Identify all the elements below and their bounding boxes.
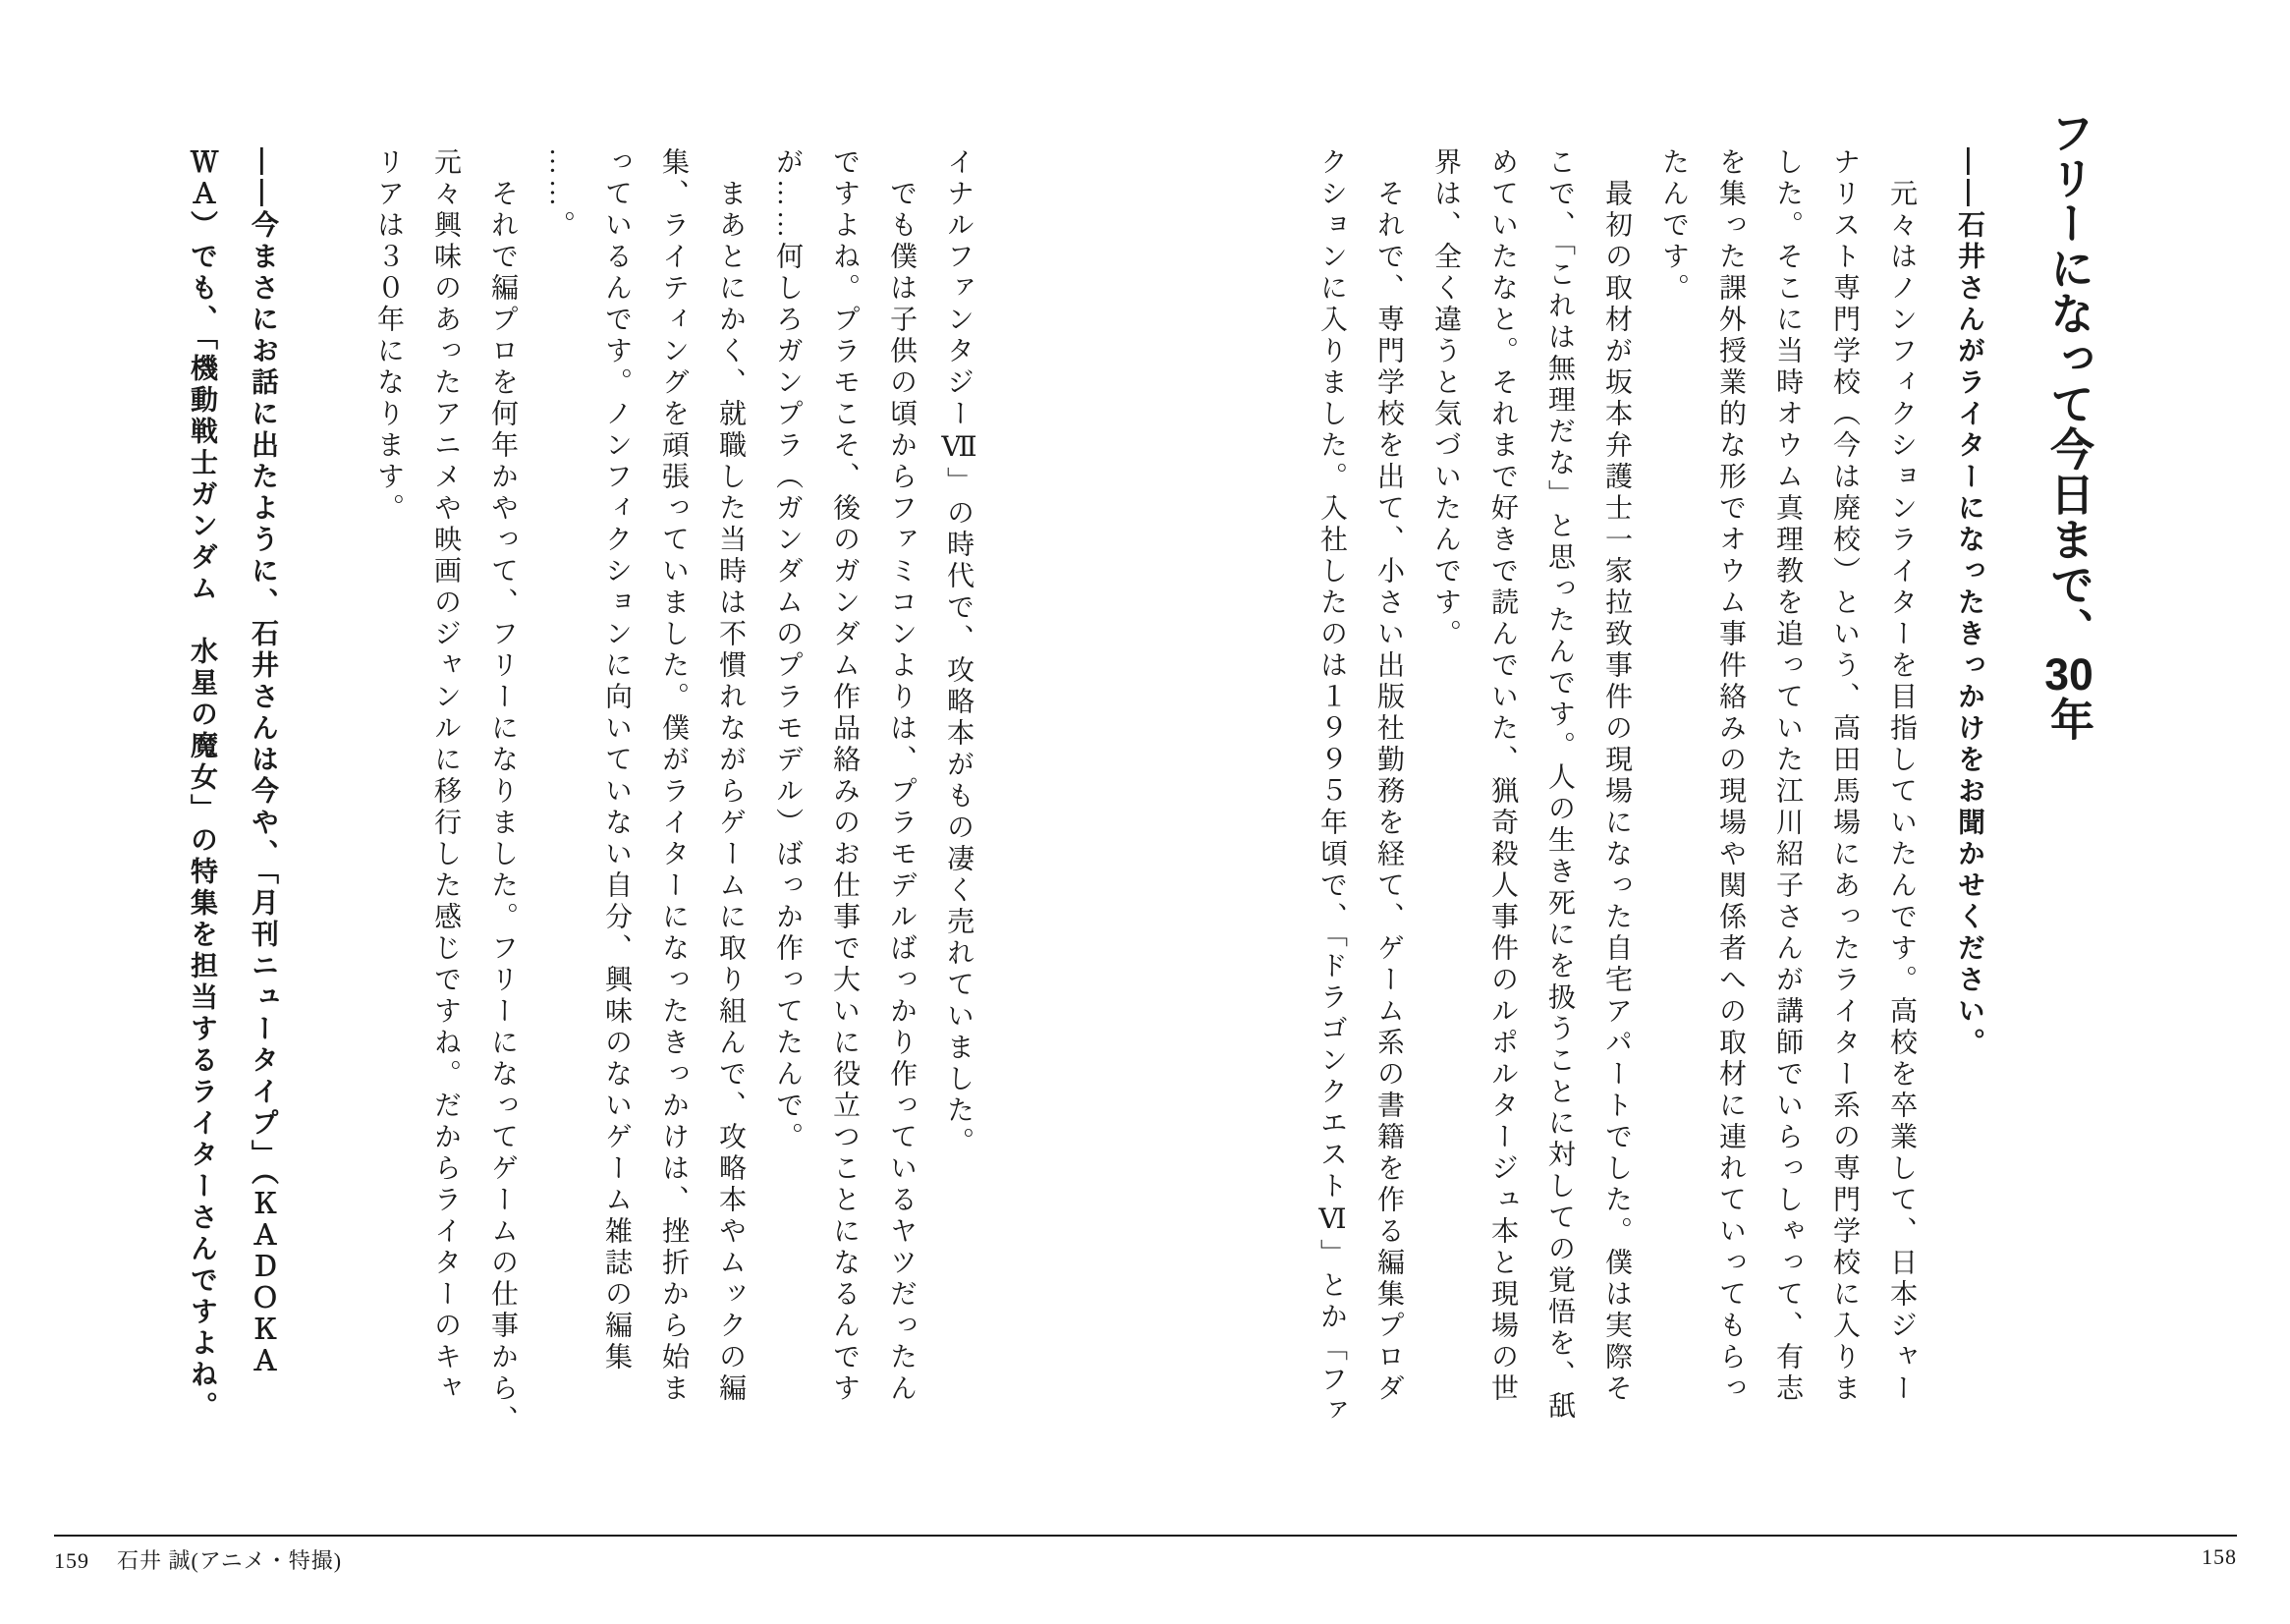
text-column-line: たんです。 <box>1658 147 1689 305</box>
interviewer-question-1 <box>1941 147 1998 1059</box>
text-column-line: っているんです。ノンフィクションに向いていない自分、興味のないゲーム雑誌の編集 <box>601 147 632 1373</box>
headline-tcy-number: 30 <box>2044 652 2094 697</box>
text-column-line: 界は、全く違うと気づいたんです。 <box>1430 147 1461 650</box>
text-column-line: まあとにかく、就職した当時は不慣れながらゲームに取り組んで、攻略本やムックの編 <box>715 147 746 1405</box>
text-column-line: が……何しろガンプラ（ガンダムのプラモデル）ばっか作ってたんで。 <box>772 147 803 1153</box>
page-number-left: 159 <box>54 1548 89 1573</box>
footer-left <box>54 1544 342 1575</box>
footer-rule <box>54 1535 2237 1537</box>
text-column-line: リアは３０年になります。 <box>373 147 404 525</box>
text-column-line: イナルファンタジーⅦ」の時代で、攻略本がもの凄く売れていました。 <box>943 147 974 1158</box>
text-column-line: を集った課外授業的な形でオウム事件絡みの現場や関係者への取材に連れていってもらっ <box>1715 147 1746 1405</box>
text-column-line: でも僕は子供の頃からファミコンよりは、プラモデルばっかり作っているヤツだったん <box>886 147 917 1405</box>
text-column-line: 元々興味のあったアニメや映画のジャンルに移行した感じですね。だからライターのキャ <box>430 147 461 1405</box>
headline <box>2031 110 2105 742</box>
text-column-line: めていたなと。それまで好きで読んでいた、猟奇殺人事件のルポルタージュ本と現場の世 <box>1487 147 1518 1405</box>
text-column-line: 最初の取材が坂本弁護士一家拉致事件の現場になった自宅アパートでした。僕は実際そ <box>1601 147 1632 1405</box>
text-column-line: それで、専門学校を出て、小さい出版社勤務を経て、ゲーム系の書籍を作る編集プロダ <box>1373 147 1404 1405</box>
text-column-line: 元々はノンフィクションライターを目指していたんです。高校を卒業して、日本ジャー <box>1886 147 1917 1405</box>
text-column-line: それで編プロを何年かやって、フリーになりました。フリーになってゲームの仕事から、 <box>487 147 518 1436</box>
footer-credit: 石井 誠(アニメ・特撮) <box>117 1548 343 1573</box>
interviewer-question-2 <box>172 147 294 1423</box>
text-column-line: こで、「これは無理だな」と思ったんです。人の生き死にを扱うことに対しての覚悟を、舐 <box>1544 147 1575 1423</box>
page-number-right: 158 <box>2202 1544 2237 1569</box>
headline-text: フリーになって今日まで、 <box>2043 110 2094 652</box>
footer-right <box>2202 1544 2237 1570</box>
text-column-line: ですよね。プラモこそ、後のガンダム作品絡みのお仕事で大いに役立つことになるんです <box>829 147 860 1405</box>
text-column-line: ――石井さんがライターになったきっかけをお聞かせください。 <box>1955 147 1985 1059</box>
text-column-line: ＷＡ）でも、「機動戦士ガンダム 水星の魔女」の特集を担当するライターさんですよね。 <box>188 147 218 1423</box>
text-column-line: クションに入りました。入社したのは１９９５年頃で、「ドラゴンクエストⅥ」とか「ファ <box>1316 147 1347 1428</box>
headline-text-suffix: 年 <box>2043 697 2094 742</box>
interview-answer-right-page <box>1303 147 1929 1428</box>
text-column-line: ――今まさにお話に出たように、石井さんは今や、「月刊ニュータイプ」（ＫＡＤＯＫＡ <box>249 147 279 1377</box>
text-column-line: 集、ライティングを頑張っていました。僕がライターになったきっかけは、挫折から始ま <box>658 147 689 1405</box>
text-column-line: ナリスト専門学校（今は廃校）という、高田馬場にあったライター系の専門学校に入りま <box>1829 147 1860 1405</box>
text-column-line: した。そこに当時オウム真理教を追っていた江川紹子さんが講師でいらっしゃって、有志 <box>1772 147 1803 1405</box>
text-column-line: ……。 <box>544 147 575 242</box>
interview-answer-left-page <box>360 147 986 1436</box>
